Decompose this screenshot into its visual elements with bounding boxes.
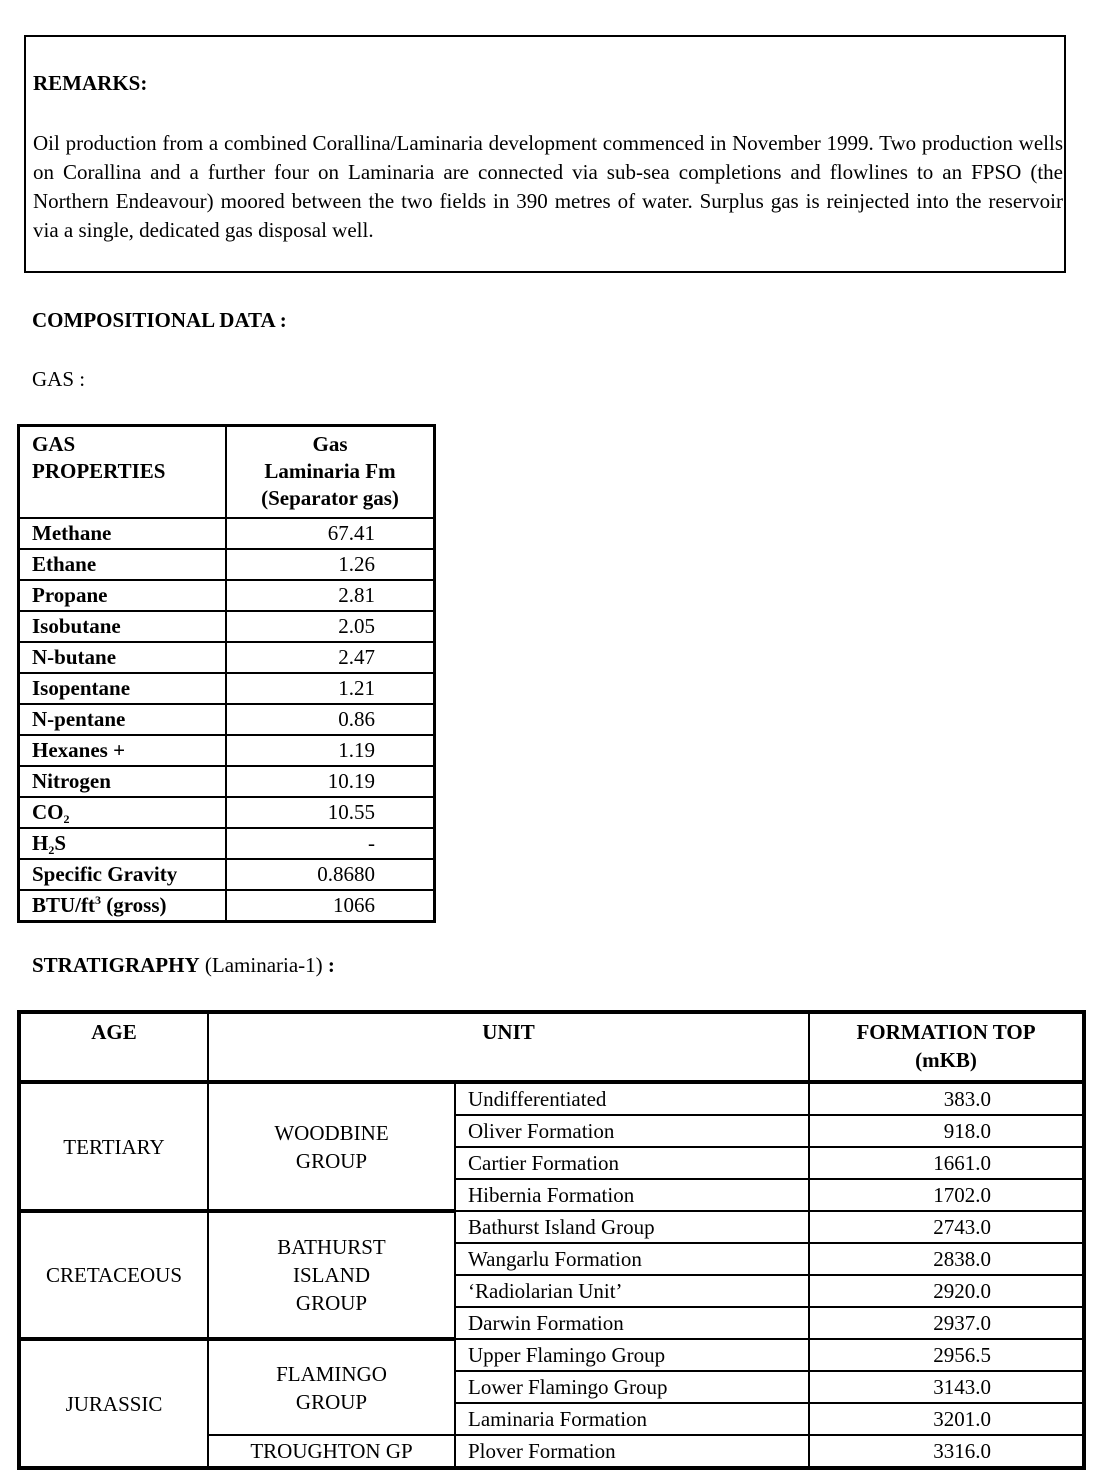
formation-top-value: 2920.0 — [933, 1279, 991, 1303]
property-superscript: 3 — [95, 893, 101, 907]
gas-table-row — [19, 797, 435, 828]
formation-top-value: 2956.5 — [933, 1343, 991, 1367]
formation-top-cell — [809, 1275, 1084, 1307]
gas-property-value: 2.81 — [338, 583, 375, 607]
gas-property-value: 10.19 — [327, 769, 375, 793]
group-cell — [208, 1339, 455, 1435]
gas-property-value-cell — [226, 580, 435, 611]
property-main: CO — [32, 800, 64, 824]
formation-top-cell — [809, 1147, 1084, 1179]
gas-table-row — [19, 704, 435, 735]
gas-property-value-cell — [226, 890, 435, 922]
formation-name: Hibernia Formation — [455, 1179, 809, 1211]
formation-name: Darwin Formation — [455, 1307, 809, 1339]
group-name-line: GROUP — [295, 1148, 368, 1173]
gas-table-row — [19, 859, 435, 890]
formation-top-value: 3316.0 — [933, 1439, 991, 1463]
gas-property-name: Ethane — [19, 549, 227, 580]
gas-property-value: 1.19 — [338, 738, 375, 762]
remarks-title: REMARKS: — [33, 71, 148, 95]
header-line: FORMATION TOP — [856, 1020, 1036, 1044]
formation-name: Upper Flamingo Group — [455, 1339, 809, 1371]
stratigraphy-row — [19, 1082, 1084, 1115]
formation-top-value: 2743.0 — [933, 1215, 991, 1239]
formation-name: Bathurst Island Group — [455, 1211, 809, 1243]
gas-property-value-cell — [226, 549, 435, 580]
gas-property-value: 0.8680 — [317, 862, 375, 886]
stratigraphy-table — [17, 1010, 1086, 1470]
property-main: BTU/ft — [32, 893, 95, 917]
group-cell — [208, 1211, 455, 1339]
gas-property-value-cell — [226, 704, 435, 735]
gas-property-name: Hexanes + — [19, 735, 227, 766]
gas-property-value-cell — [226, 828, 435, 859]
formation-top-cell — [809, 1115, 1084, 1147]
header-line: (mKB) — [915, 1048, 977, 1072]
gas-table-row — [19, 673, 435, 704]
header-line: Laminaria Fm — [264, 459, 396, 483]
age-cell: TERTIARY — [19, 1082, 208, 1211]
remarks-box — [24, 35, 1066, 273]
header-line: GAS — [32, 432, 76, 456]
group-name-line: ISLAND — [293, 1263, 370, 1287]
gas-property-value: 2.47 — [338, 645, 375, 669]
formation-top-value: 1702.0 — [933, 1183, 991, 1207]
gas-table-row — [19, 611, 435, 642]
formation-name: Cartier Formation — [455, 1147, 809, 1179]
gas-properties-table — [17, 424, 436, 923]
gas-property-value: 0.86 — [338, 707, 375, 731]
header-line: Gas — [312, 432, 348, 456]
property-tail: S — [54, 831, 67, 855]
formation-top-cell — [809, 1243, 1084, 1275]
gas-property-value-cell — [226, 673, 435, 704]
header-line: (Separator gas) — [261, 486, 399, 510]
formation-top-cell — [809, 1082, 1084, 1115]
formation-top-value: 2838.0 — [933, 1247, 991, 1271]
formation-name: Plover Formation — [455, 1435, 809, 1468]
gas-property-name: N-butane — [19, 642, 227, 673]
formation-top-cell — [809, 1211, 1084, 1243]
stratigraphy-header-row — [19, 1012, 1084, 1082]
property-subscript: 2 — [63, 812, 70, 826]
gas-property-value-cell — [226, 642, 435, 673]
formation-top-cell — [809, 1339, 1084, 1371]
gas-property-name — [19, 797, 227, 828]
gas-table-header — [19, 426, 435, 519]
gas-property-value-cell — [226, 797, 435, 828]
gas-table-row — [19, 828, 435, 859]
stratigraphy-row — [19, 1211, 1084, 1243]
gas-property-value: 67.41 — [327, 521, 375, 545]
gas-property-value-cell — [226, 611, 435, 642]
formation-top-value: 1661.0 — [933, 1151, 991, 1175]
age-cell: CRETACEOUS — [19, 1211, 208, 1339]
formation-top-cell — [809, 1371, 1084, 1403]
gas-property-name — [19, 828, 227, 859]
gas-table-row — [19, 549, 435, 580]
unit-header: UNIT — [208, 1012, 809, 1082]
gas-property-name: Specific Gravity — [19, 859, 227, 890]
gas-property-value: 1066 — [333, 893, 375, 917]
formation-name: Laminaria Formation — [455, 1403, 809, 1435]
group-name-line: WOODBINE — [274, 1120, 389, 1145]
header-line: PROPERTIES — [32, 459, 166, 483]
property-tail: (gross) — [101, 893, 167, 917]
gas-property-name: Methane — [19, 518, 227, 549]
gas-property-value-cell — [226, 859, 435, 890]
formation-top-cell — [809, 1403, 1084, 1435]
stratigraphy-heading-well: (Laminaria-1) — [199, 953, 328, 977]
stratigraphy-heading-bold: STRATIGRAPHY — [32, 953, 200, 977]
gas-table-row — [19, 890, 435, 922]
group-cell — [208, 1082, 455, 1211]
gas-property-name: N-pentane — [19, 704, 227, 735]
formation-top-cell — [809, 1435, 1084, 1468]
group-name-line: FLAMINGO — [276, 1361, 387, 1386]
gas-property-value: 1.26 — [338, 552, 375, 576]
gas-property-name: Propane — [19, 580, 227, 611]
group-name-line: GROUP — [295, 1389, 368, 1414]
stratigraphy-row — [19, 1339, 1084, 1371]
age-header: AGE — [19, 1012, 208, 1082]
group-cell — [208, 1435, 455, 1468]
property-subscript: 2 — [48, 843, 55, 857]
age-cell: JURASSIC — [19, 1339, 208, 1468]
stratigraphy-heading — [32, 953, 335, 978]
formation-name: Oliver Formation — [455, 1115, 809, 1147]
formation-top-cell — [809, 1179, 1084, 1211]
gas-table-row — [19, 766, 435, 797]
gas-property-value-cell — [226, 766, 435, 797]
formation-top-value: 3143.0 — [933, 1375, 991, 1399]
formation-top-cell — [809, 1307, 1084, 1339]
group-name-line: GROUP — [295, 1291, 368, 1315]
compositional-data-heading: COMPOSITIONAL DATA : — [32, 308, 287, 332]
gas-property-value: - — [368, 831, 375, 855]
gas-table-row — [19, 518, 435, 549]
gas-property-name: Nitrogen — [19, 766, 227, 797]
remarks-text: Oil production from a combined Corallina/Laminaria development commenced in November 1999. Two production wells on Corallina and a further four on Laminaria are connected via sub-sea completions and flowlines to an FPSO (the Northern Endeavour) moored between the two fields in 390 metres of water. Surplus gas is reinjected into the reservoir via a single, dedicated gas disposal well. — [33, 131, 1063, 242]
gas-table-row — [19, 642, 435, 673]
gas-property-name: Isopentane — [19, 673, 227, 704]
formation-name: ‘Radiolarian Unit’ — [455, 1275, 809, 1307]
gas-table-row — [19, 580, 435, 611]
formation-top-header — [809, 1012, 1084, 1082]
gas-property-value-cell — [226, 518, 435, 549]
group-name-line: BATHURST — [277, 1235, 386, 1259]
property-main: H — [32, 831, 49, 855]
formation-top-value: 383.0 — [943, 1087, 991, 1111]
gas-property-value: 1.21 — [338, 676, 375, 700]
formation-name: Wangarlu Formation — [455, 1243, 809, 1275]
formation-top-value: 2937.0 — [933, 1311, 991, 1335]
gas-property-value-cell — [226, 735, 435, 766]
gas-sample-header — [226, 426, 435, 519]
group-name-line: TROUGHTON GP — [250, 1439, 413, 1463]
formation-name: Undifferentiated — [455, 1082, 809, 1115]
formation-top-value: 3201.0 — [933, 1407, 991, 1431]
gas-table-row — [19, 735, 435, 766]
gas-label: GAS : — [32, 367, 86, 391]
gas-property-value: 10.55 — [327, 800, 375, 824]
formation-name: Lower Flamingo Group — [455, 1371, 809, 1403]
formation-top-value: 918.0 — [943, 1119, 991, 1143]
gas-property-name: Isobutane — [19, 611, 227, 642]
gas-properties-header — [19, 426, 227, 519]
gas-property-value: 2.05 — [338, 614, 375, 638]
gas-property-name — [19, 890, 227, 922]
stratigraphy-heading-colon: : — [327, 953, 335, 977]
